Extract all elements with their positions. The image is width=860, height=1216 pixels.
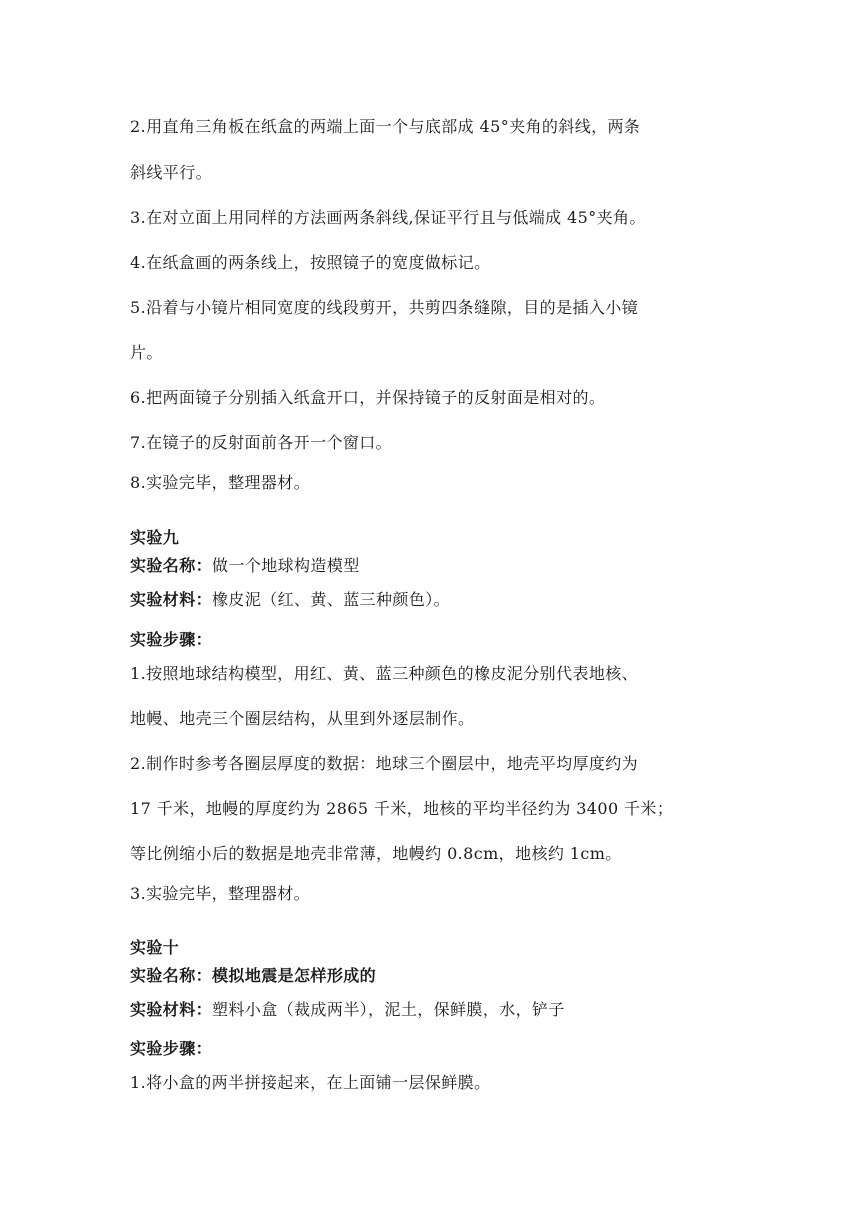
experiment-10-name bbox=[130, 966, 740, 986]
prev-step-line: 3.在对立面上用同样的方法画两条斜线,保证平行且与低端成 45°夹角。 bbox=[130, 208, 646, 227]
experiment-9-step-line: 2.制作时参考各圈层厚度的数据：地球三个圈层中，地壳平均厚度约为 bbox=[130, 754, 639, 773]
experiment-9-step-line: 等比例缩小后的数据是地壳非常薄，地幔约 0.8cm，地核约 1cm。 bbox=[130, 844, 622, 863]
experiment-10-heading: 实验十 bbox=[130, 938, 180, 957]
prev-step-line: 6.把两面镜子分别插入纸盒开口，并保持镜子的反射面是相对的。 bbox=[130, 388, 606, 407]
experiment-9-step-line: 17 千米，地幔的厚度约为 2865 千米，地核的平均半径约为 3400 千米； bbox=[130, 799, 674, 818]
experiment-9-step-line: 1.按照地球结构模型，用红、黄、蓝三种颜色的橡皮泥分别代表地核、 bbox=[130, 664, 639, 683]
prev-step-line: 4.在纸盒画的两条线上，按照镜子的宽度做标记。 bbox=[130, 253, 491, 272]
experiment-10-steps-label: 实验步骤： bbox=[130, 1039, 213, 1058]
experiment-9-step-line: 地幔、地壳三个圈层结构，从里到外逐层制作。 bbox=[130, 709, 475, 728]
experiment-9-steps-label: 实验步骤： bbox=[130, 630, 213, 649]
prev-step-line: 5.沿着与小镜片相同宽度的线段剪开，共剪四条缝隙，目的是插入小镜 bbox=[130, 298, 639, 317]
prev-step-line: 片。 bbox=[130, 343, 163, 362]
materials-label: 实验材料： bbox=[130, 590, 213, 609]
experiment-9-step-line: 3.实验完毕，整理器材。 bbox=[130, 884, 311, 903]
experiment-9-name bbox=[130, 556, 740, 576]
prev-step-line: 8.实验完毕，整理器材。 bbox=[130, 473, 311, 492]
prev-step-line: 斜线平行。 bbox=[130, 163, 213, 182]
name-value: 模拟地震是怎样形成的 bbox=[212, 966, 377, 985]
experiment-9-heading: 实验九 bbox=[130, 528, 180, 547]
experiment-9-materials bbox=[130, 590, 740, 610]
materials-value: 橡皮泥（红、黄、蓝三种颜色）。 bbox=[212, 590, 451, 609]
name-label: 实验名称： bbox=[130, 556, 213, 575]
prev-step-line: 2.用直角三角板在纸盒的两端上面一个与底部成 45°夹角的斜线，两条 bbox=[130, 117, 641, 136]
experiment-10-materials bbox=[130, 1000, 740, 1020]
prev-step-line: 7.在镜子的反射面前各开一个窗口。 bbox=[130, 433, 393, 452]
name-value: 做一个地球构造模型 bbox=[212, 556, 360, 575]
experiment-10-step-line: 1.将小盒的两半拼接起来，在上面铺一层保鲜膜。 bbox=[130, 1073, 491, 1092]
name-label: 实验名称： bbox=[130, 966, 213, 985]
materials-label: 实验材料： bbox=[130, 1000, 213, 1019]
materials-value: 塑料小盒（裁成两半），泥土，保鲜膜，水，铲子 bbox=[212, 1000, 565, 1019]
